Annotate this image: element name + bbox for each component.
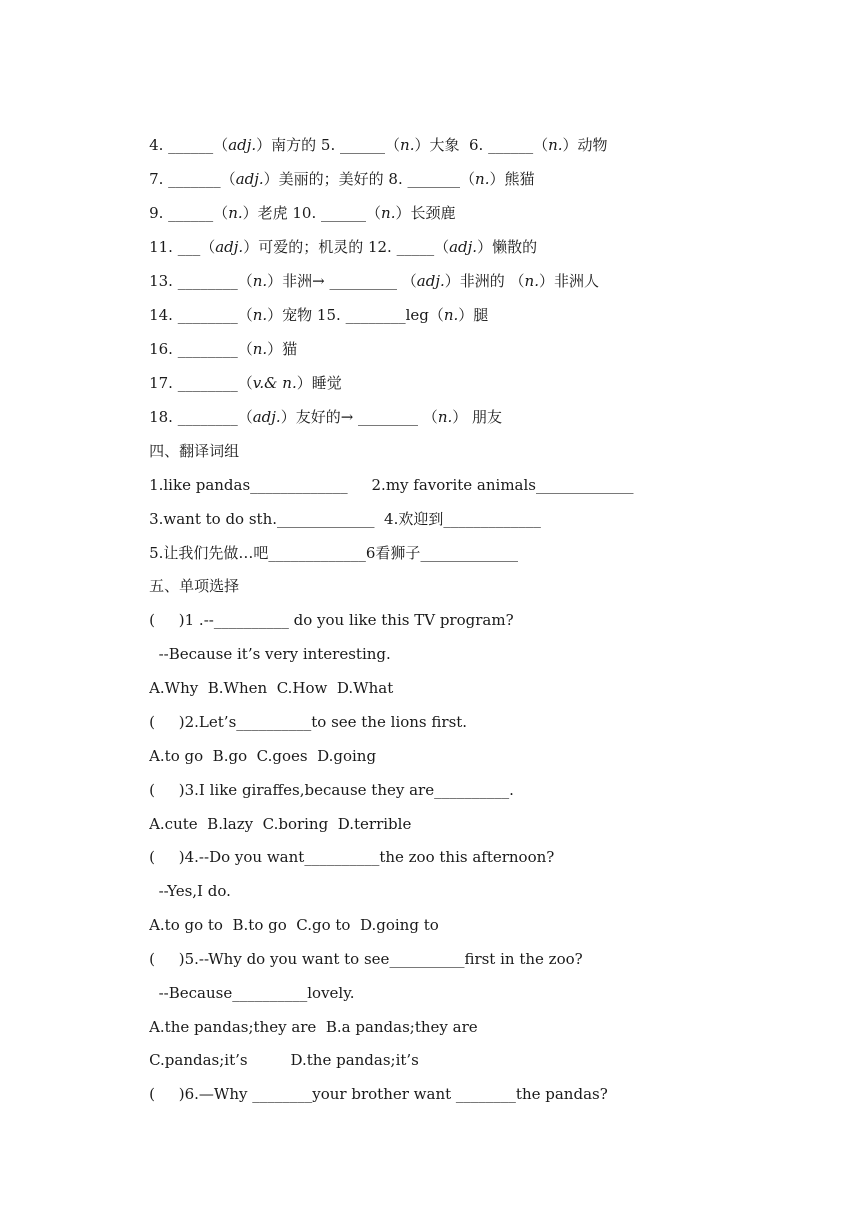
phrase-row-5-6: 5.让我们先做…吧_____________6看狮子_____________ [149, 544, 518, 562]
vocab-line-18: 18. ________（adj.）友好的→ ________ （n.） 朋友 [149, 408, 503, 426]
vocab-line-17: 17. ________（v.& n.）睡觉 [149, 374, 342, 392]
question-4: ( )4.--Do you want__________the zoo this afternoon? [149, 848, 555, 866]
question-3-options: A.cute B.lazy C.boring D.terrible [149, 815, 412, 833]
question-1: ( )1 .--__________ do you like this TV program? [149, 611, 514, 629]
section-title-multiple-choice: 五、单项选择 [149, 577, 240, 595]
vocab-line-16: 16. ________（n.）猫 [149, 340, 298, 358]
question-4-answer-line: --Yes,I do. [149, 882, 231, 900]
question-5-options-cd: C.pandas;it’s D.the pandas;it’s [149, 1051, 419, 1069]
section-title-translate-phrases: 四、翻译词组 [149, 442, 240, 460]
question-6: ( )6.—Why ________your brother want ________the pandas? [149, 1085, 608, 1103]
phrase-row-1-2: 1.like pandas_____________ 2.my favorite animals_____________ [149, 476, 634, 494]
vocab-line-7-8: 7. _______（adj.）美丽的；美好的 8. _______（n.）熊猫 [149, 170, 535, 188]
question-1-answer-line: --Because it’s very interesting. [149, 645, 391, 663]
question-5-options-ab: A.the pandas;they are B.a pandas;they are [149, 1018, 478, 1036]
vocab-line-4-6: 4. ______（adj.）南方的 5. ______（n.）大象 6. ______（n.）动物 [149, 136, 608, 154]
question-1-options: A.Why B.When C.How D.What [149, 679, 394, 697]
vocab-line-9-10: 9. ______（n.）老虎 10. ______（n.）长颈鹿 [149, 204, 456, 222]
vocab-line-11-12: 11. ___（adj.）可爱的；机灵的 12. _____（adj.）懒散的 [149, 238, 538, 256]
question-5: ( )5.--Why do you want to see__________first in the zoo? [149, 950, 583, 968]
question-2-options: A.to go B.go C.goes D.going [149, 747, 377, 765]
question-3: ( )3.I like giraffes,because they are__________. [149, 781, 514, 799]
phrase-row-3-4: 3.want to do sth._____________ 4.欢迎到_____________ [149, 510, 541, 528]
question-5-answer-line: --Because__________lovely. [149, 984, 355, 1002]
vocab-line-13: 13. ________（n.）非洲→ _________ （adj.）非洲的 （n.）非洲人 [149, 272, 599, 290]
question-4-options: A.to go to B.to go C.go to D.going to [149, 916, 439, 934]
question-2: ( )2.Let’s__________to see the lions first. [149, 713, 468, 731]
vocab-line-14-15: 14. ________（n.）宠物 15. ________leg（n.）腿 [149, 306, 489, 324]
